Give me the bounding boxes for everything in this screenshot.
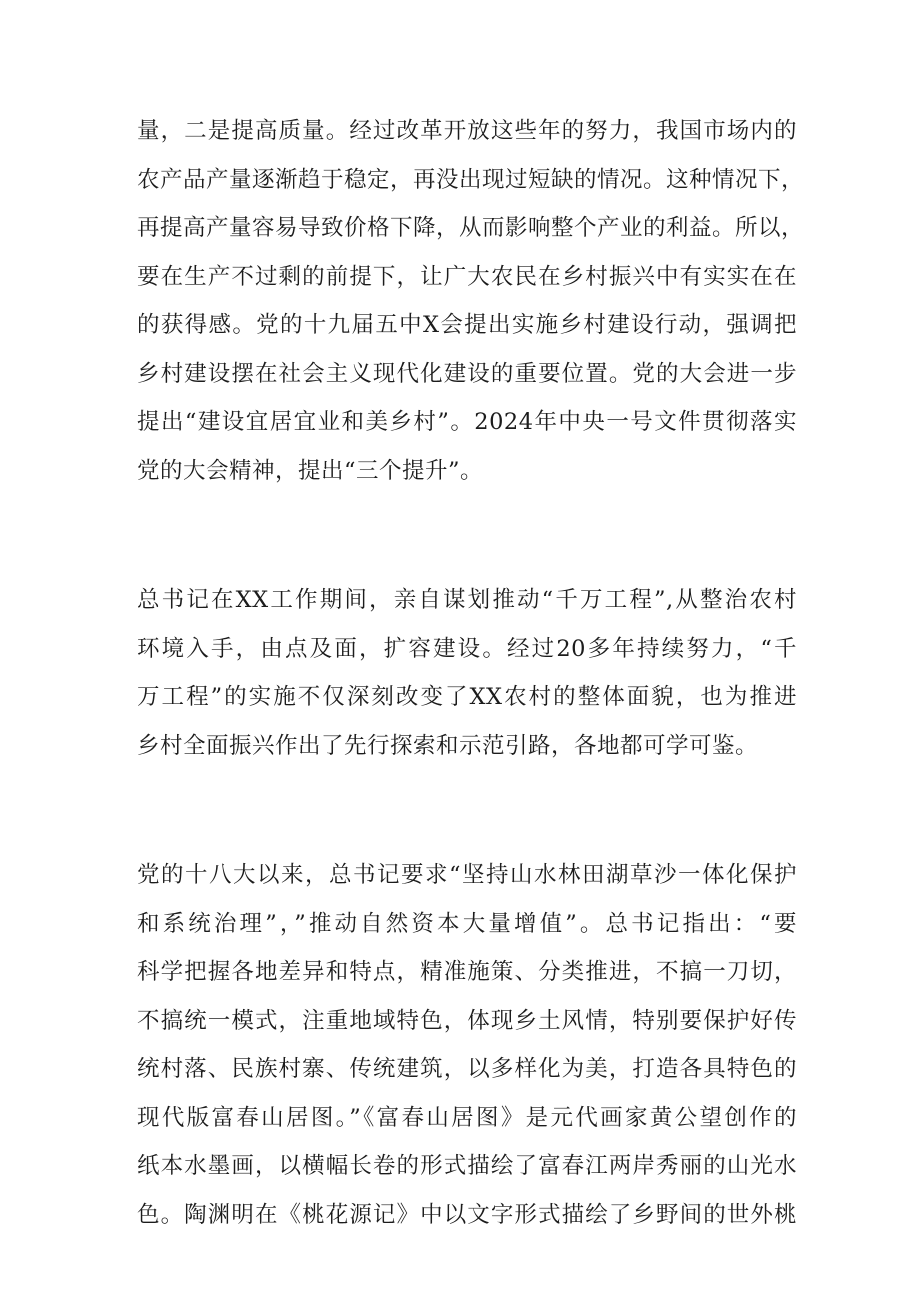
text-line: 量，二是提高质量。经过改革开放这些年的努力，我国市场内的 [137,118,797,144]
text-line: 总书记在XX工作期间，亲自谋划推动“千万工程”,从整治农村 [137,587,797,613]
paragraph-1 [137,107,805,495]
text-line: 纸本水墨画，以横幅长卷的形式描绘了富春江两岸秀丽的山光水 [137,1153,797,1179]
paragraph-spacer [137,770,797,851]
text-line: 要在生产不过剩的前提下，让广大农民在乡村振兴中有实实在在 [137,263,797,290]
text-line: 和系统治理”，”推动自然资本大量增值”。总书记指出：“要 [137,910,797,937]
text-line: 提出“建设宜居宜业和美乡村”。2024年中央一号文件贯彻落实 [137,409,797,435]
text-line: 科学把握各地差异和特点，精准施策、分类推进，不搞一刀切， [137,959,797,985]
text-line: 万工程”的实施不仅深刻改变了XX农村的整体面貌，也为推进 [137,684,797,710]
text-line: 环境入手，由点及面，扩容建设。经过20多年持续努力，“千 [137,635,797,662]
text-line: 的获得感。党的十九届五中X会提出实施乡村建设行动，强调把 [137,312,797,338]
text-line: 色。陶渊明在《桃花源记》中以文字形式描绘了乡野间的世外桃 [137,1201,797,1228]
text-line: 乡村建设摆在社会主义现代化建设的重要位置。党的大会进一步 [137,360,797,387]
paragraph-2 [137,576,797,770]
text-line: 乡村全面振兴作出了先行探索和示范引路，各地都可学可鉴。 [137,732,759,759]
text-line: 现代版富春山居图。”《富春山居图》是元代画家黄公望创作的 [137,1104,797,1131]
text-line: 党的大会精神，提出“三个提升”。 [137,457,484,484]
paragraph-3 [137,851,797,1239]
paragraph-spacer [137,495,797,576]
text-line: 统村落、民族村寨、传统建筑，以多样化为美，打造各具特色的 [137,1056,797,1082]
text-line: 农产品产量逐渐趋于稳定，再没出现过短缺的情况。这种情况下， [137,166,805,193]
text-line: 再提高产量容易导致价格下降，从而影响整个产业的利益。所以， [137,215,805,241]
text-line: 党的十八大以来，总书记要求“坚持山水林田湖草沙一体化保护 [137,862,797,888]
text-line: 不搞统一模式，注重地域特色，体现乡土风情，特别要保护好传 [137,1007,797,1034]
document-body [137,107,805,1239]
